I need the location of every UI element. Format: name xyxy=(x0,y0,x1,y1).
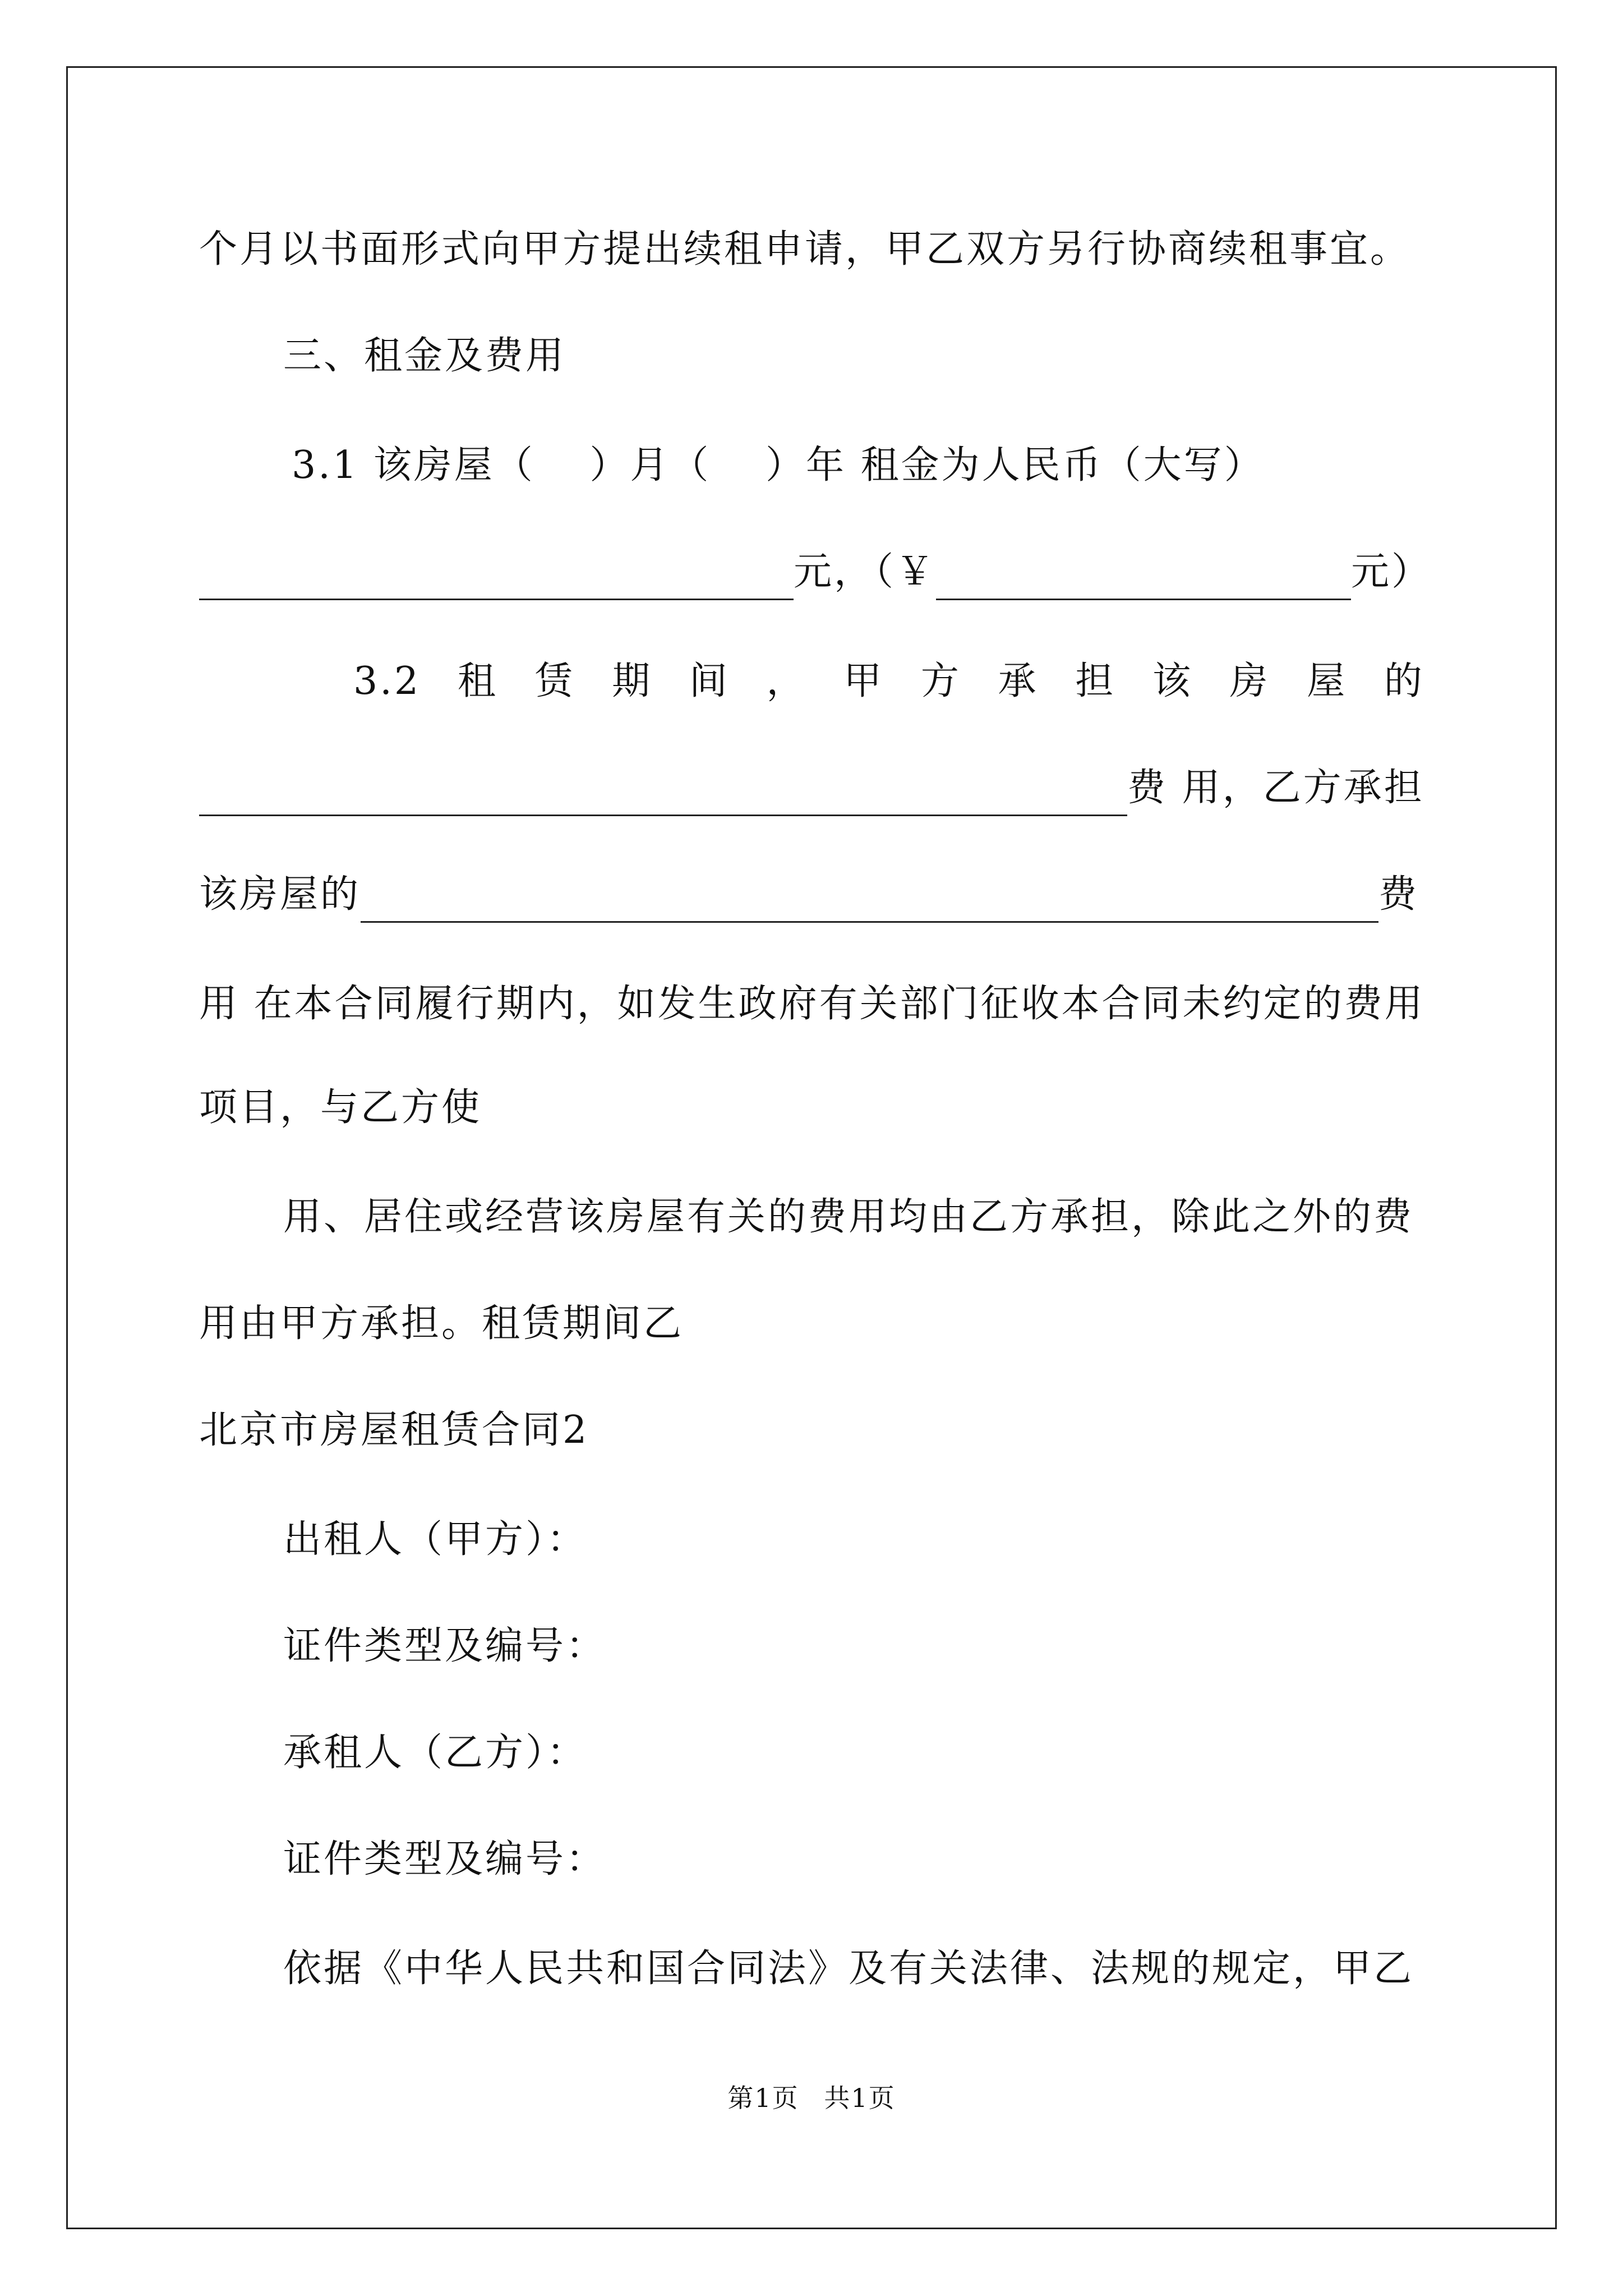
lessor-label: 出租人（甲方）： xyxy=(283,1517,588,1562)
text-fragment: 间 xyxy=(689,659,730,703)
text-fragment: ， xyxy=(766,659,807,703)
document-title: 北京市房屋租赁合同2 xyxy=(199,1408,589,1452)
text-fragment: 3.2 xyxy=(353,659,421,703)
text-fragment: 费 用，乙方承担 xyxy=(1127,766,1424,810)
text-fragment: 房 xyxy=(1229,659,1270,703)
text-line-with-blank xyxy=(199,867,1424,923)
text-fragment: 承 xyxy=(998,659,1039,703)
text-line: 个月以书面形式向甲方提出续租申请，甲乙双方另行协商续租事宜。 xyxy=(199,227,1411,272)
text-fragment: 该 xyxy=(1152,659,1193,703)
text-fragment: 费 xyxy=(1378,872,1419,917)
text-fragment: 担 xyxy=(1075,659,1116,703)
page-total: 共1页 xyxy=(824,2083,896,2113)
page-border xyxy=(66,66,1557,2229)
text-line: 项目，与乙方使 xyxy=(199,1085,482,1130)
section-heading: 三、租金及费用 xyxy=(283,334,566,378)
page-number: 第1页 xyxy=(727,2083,799,2113)
lessee-label: 承租人（乙方）： xyxy=(283,1731,588,1775)
lessee-id-label: 证件类型及编号： xyxy=(283,1837,607,1881)
text-fragment: 方 xyxy=(920,659,961,703)
text-fragment: 屋 xyxy=(1307,659,1348,703)
text-fragment: 租 xyxy=(457,659,498,703)
text-line: 用、居住或经营该房屋有关的费用均由乙方承担，除此之外的费 xyxy=(283,1195,1414,1239)
text-fragment: 的 xyxy=(1384,659,1424,703)
text-line: 用 在本合同履行期内，如发生政府有关部门征收本合同未约定的费用 xyxy=(199,982,1425,1026)
text-fragment: 元，（￥ xyxy=(794,550,937,594)
text-line: 3.1 该房屋（ ）月（ ）年 租金为人民币（大写） xyxy=(292,443,1265,487)
text-line: 依据《中华人民共和国合同法》及有关法律、法规的规定，甲乙 xyxy=(283,1947,1414,1991)
page-footer xyxy=(0,2081,1623,2115)
text-fragment: 该房屋的 xyxy=(199,872,361,917)
text-fragment: 赁 xyxy=(534,659,575,703)
text-line: 用由甲方承担。租赁期间乙 xyxy=(199,1301,684,1346)
text-fragment: 元） xyxy=(1351,550,1432,594)
text-line-with-blanks xyxy=(199,544,1432,600)
text-fragment: 甲 xyxy=(843,659,884,703)
lessor-id-label: 证件类型及编号： xyxy=(283,1624,607,1668)
fill-in-blank xyxy=(199,558,794,600)
fill-in-blank xyxy=(361,881,1378,923)
text-line-spaced xyxy=(353,654,1424,710)
fill-in-blank xyxy=(936,558,1351,600)
text-fragment: 期 xyxy=(612,659,653,703)
text-line-with-blank xyxy=(199,760,1424,816)
fill-in-blank xyxy=(199,774,1127,816)
